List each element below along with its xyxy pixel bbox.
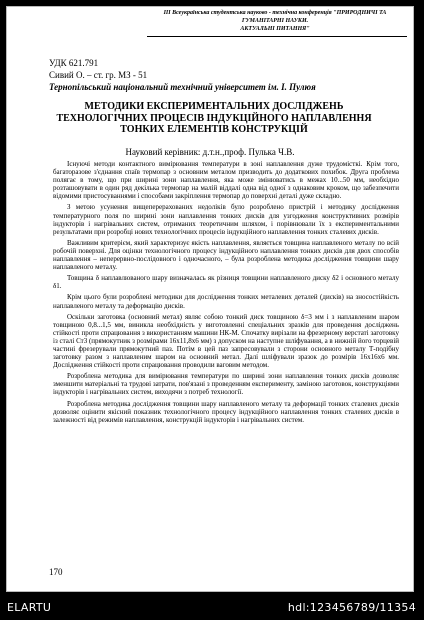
paragraph: Важливим критерієм, який характеризує якість наплавлення, являється товщина наплавленого металу по всій робочій поверхні. Для оцінки технологічного процесу індукційного наплавлення тонких дисків для двох способів наплавлення – неперервно-послідовного і одночасного, – була розроблена методика дослідження товщини шару наплавленого металу. <box>53 238 399 272</box>
page-number: 170 <box>49 567 63 577</box>
paragraph: З метою усунення вищеперерахованих недоліків було розроблено пристрій і методику дослідження температурного поля по ширині зони наплавлення тонких дисків для узгодження конструктивних розмірів індукторів і нагрівальних систем, отриманих теоретичним шляхом, і порівнювали їх з експериментальними результатами при розробці нових технологічних процесів індукційного наплавлення тонких сталевих дисків. <box>53 203 399 236</box>
paragraph: Розроблена методика дослідження товщини шару наплавленого металу та деформації тонких сталевих дисків дозволяє оцінити якісний показник технологічного процесу індукційного наплавлення тонких сталевих дисків в залежності від режимів наплавлення, конструкцій індукторів і нагрівальних систем. <box>53 399 399 424</box>
header-line-2: АКТУАЛЬНІ ПИТАННЯ" <box>240 26 310 32</box>
repository-label: ELARTU <box>7 601 52 614</box>
paragraph: Крім цього були розроблені методики для дослідження тонких металевих деталей (дисків) на зносостійкість наплавленого металу та деформацію дисків. <box>53 293 399 310</box>
handle-link[interactable]: hdl:123456789/11354 <box>287 601 416 614</box>
header-rule <box>147 36 407 37</box>
title-line-2: ТЕХНОЛОГІЧНИХ ПРОЦЕСІВ ІНДУКЦІЙНОГО НАПЛАВЛЕННЯ <box>56 112 372 124</box>
institution: Тернопільський національний технічний університет ім. І. Пулюя <box>49 82 316 92</box>
supervisor-line: Науковий керівник: д.т.н.,проф. Пулька Ч.В. <box>125 147 295 157</box>
paragraph: Оскільки заготовка (основний метал) являє собою тонкий диск товщиною δ=3 мм і з наплавленим шаром товщиною 0,8...1,5 мм, виникла необхідність у виготовленні спеціальних зразків для проведення досліджень стійкості проти спрацювання з використанням машини НК-М. Спочатку вирізали на фрезерному верстаті заготовку із сталі Ст3 (прямокутник з розмірами 16х11,8х6 мм) з допуском на наступне шліфування, а в нижній його торцевій частині фрезерували прямокутний паз. Потім в цей паз запресовували з сторони основного металу Т-подібну заготовку разом з наплавленим шаром на основний метал. Далі шліфували зразок до розмірів 16х16х6 мм. Дослідження стійкості проти спрацювання проводили ваговим методом. <box>53 312 400 370</box>
paragraph: Товщина δ наплавлюваного шару визначалась як різниця товщини наплавленого диску δ2 і основного металу δ1. <box>53 274 399 291</box>
header-line-1: III Всеукраїнська студентська науково - технічна конференція "ПРИРОДНИЧІ ТА ГУМАНІТАРНІ НАУКИ. <box>163 10 387 24</box>
title-line-1: МЕТОДИКИ ЕКСПЕРИМЕНТАЛЬНИХ ДОСЛІДЖЕНЬ <box>84 101 344 112</box>
author-line: Сивий О. – ст. гр. МЗ - 51 <box>49 70 148 80</box>
document-page <box>6 6 414 592</box>
article-body <box>53 160 399 427</box>
paragraph: Існуючі методи контактного вимірювання температури в зоні наплавлення дуже трудомісткі. Крім того, багаторазове з'єднання спаїв термопар з основним металом призводить до додаткових похибок. Друга проблема полягає в тому, що при ширині зони наплавлення, яка може змінюватись в межах 10...50 мм, необхідно розташовувати в один ряд декілька термопар на малій віддалі одна від одної з однаковим кроком, що забезпечити відомими пристосуваннями і способами закріплення термопар до поверхні деталі дуже складно. <box>53 160 399 201</box>
udc-code: УДК 621.791 <box>49 58 99 68</box>
title-line-3: ТОНКИХ ЕЛЕМЕНТІВ КОНСТРУКЦІЙ <box>120 124 308 135</box>
conference-header <box>145 9 405 39</box>
article-meta <box>49 57 409 93</box>
paragraph: Розроблена методика для вимірювання температури по ширині зони наплавлення тонких дисків дозволяє зменшити матеріальні та трудові затрати, пов'язані з проведенням експерименту, заміною заготовок, конструкціями індукторів і нагрівальних систем, виходячи з потреб технології. <box>53 372 399 397</box>
article-title <box>27 101 401 136</box>
